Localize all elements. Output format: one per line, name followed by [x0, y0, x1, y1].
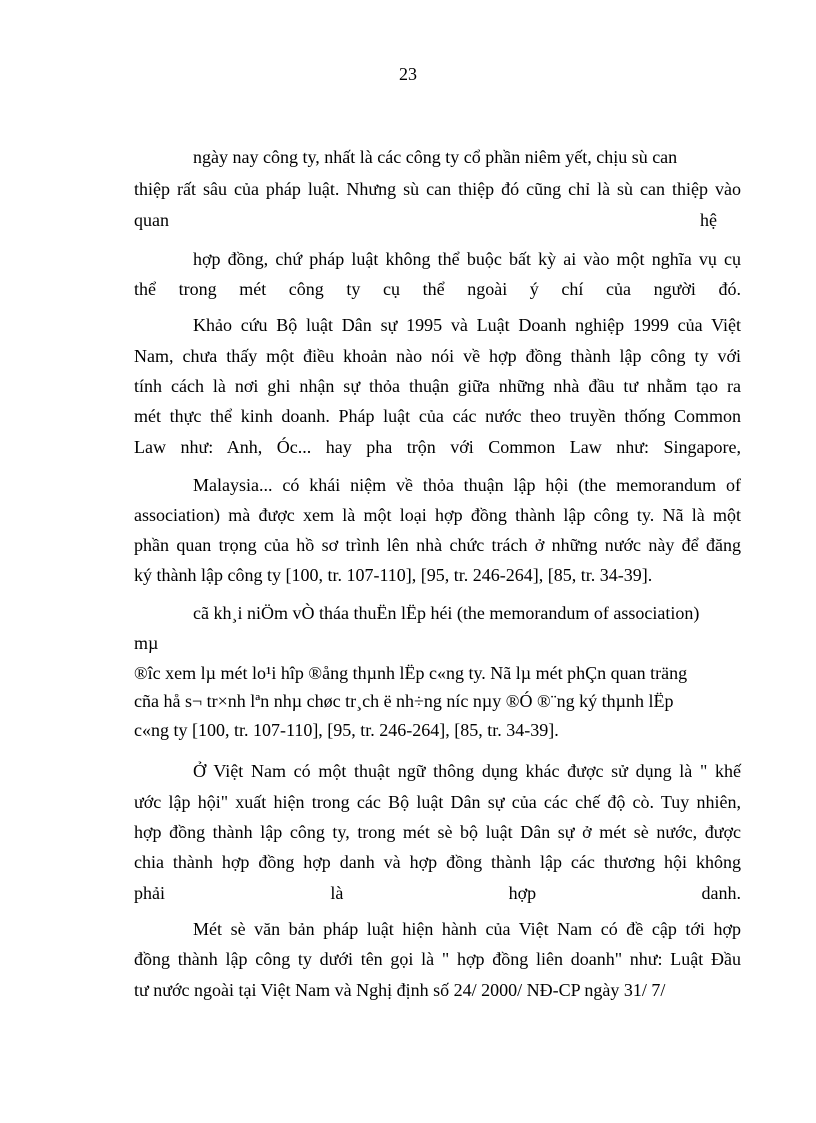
text-line: mét thực thể kinh doanh. Pháp luật của các nước theo truyền thống Common	[134, 406, 741, 426]
text-line: c«ng ty [100, tr. 107-110], [95, tr. 246-264], [85, tr. 34-39].	[134, 720, 559, 740]
text-line: cña hå s¬ tr×nh lªn nhµ chøc tr¸ch ë nh÷ng níc nµy ®Ó ®¨ng ký thµnh lËp	[134, 691, 674, 711]
text-line: ®îc xem lµ mét lo¹i hîp ®ång thµnh lËp c«ng ty. Nã lµ mét phÇn quan träng	[134, 663, 688, 683]
text-line: ký thành lập công ty [100, tr. 107-110], [95, tr. 246-264], [85, tr. 34-39].	[134, 565, 653, 585]
text-line: quan	[134, 210, 169, 230]
text-line: mµ	[134, 633, 159, 653]
text-line: ước lập hội" xuất hiện trong các Bộ luật Dân sự của các chế độ cò. Tuy nhiên,	[134, 792, 741, 812]
text-line: phần quan trọng của hồ sơ trình lên nhà chức trách ở những nước này để đăng	[134, 535, 741, 555]
text-line: phải là hợp danh.	[134, 883, 741, 903]
text-line: đồng thành lập công ty dưới tên gọi là " hợp đồng liên doanh" như: Luật Đầu	[134, 949, 741, 969]
text-line: Khảo cứu Bộ luật Dân sự 1995 và Luật Doanh nghiệp 1999 của Việt	[193, 315, 741, 335]
text-line: cã kh¸i niÖm vÒ tháa thuËn lËp héi (the memorandum of association)	[193, 603, 700, 623]
text-line: ngày nay công ty, nhất là các công ty cổ phần niêm yết, chịu sù can	[193, 147, 678, 167]
page-number: 23	[399, 64, 417, 84]
text-line: tính cách là nơi ghi nhận sự thỏa thuận giữa những nhà đầu tư nhằm tạo ra	[134, 376, 741, 396]
text-line: tư nước ngoài tại Việt Nam và Nghị định số 24/ 2000/ NĐ-CP ngày 31/ 7/	[134, 980, 666, 1000]
text-line: thể trong mét công ty cụ thể ngoài ý chí của người đó.	[134, 279, 741, 299]
text-line: chia thành hợp đồng hợp danh và hợp đồng thành lập các thương hội không	[134, 852, 741, 872]
text-line: Ở Việt Nam có một thuật ngữ thông dụng khác được sử dụng là " khế	[193, 761, 741, 781]
text-line: Malaysia... có khái niệm về thỏa thuận lập hội (the memorandum of	[193, 475, 741, 495]
text-line: hợp đồng thành lập công ty, trong mét sè bộ luật Dân sự ở mét sè nước, được	[134, 822, 741, 842]
text-line: association) mà được xem là một loại hợp đồng thành lập công ty. Nã là một	[134, 505, 741, 525]
text-line: Mét sè văn bản pháp luật hiện hành của Việt Nam có đề cập tới hợp	[193, 919, 741, 939]
text-line: Nam, chưa thấy một điều khoản nào nói về hợp đồng thành lập công ty với	[134, 346, 741, 366]
text-line: thiệp rất sâu của pháp luật. Nhưng sù can thiệp đó cũng chỉ là sù can thiệp vào	[134, 179, 741, 199]
text-line: Law như: Anh, Óc... hay pha trộn với Common Law như: Singapore,	[134, 437, 741, 457]
text-line: hệ	[700, 210, 717, 230]
text-line: hợp đồng, chứ pháp luật không thể buộc bất kỳ ai vào một nghĩa vụ cụ	[193, 249, 741, 269]
